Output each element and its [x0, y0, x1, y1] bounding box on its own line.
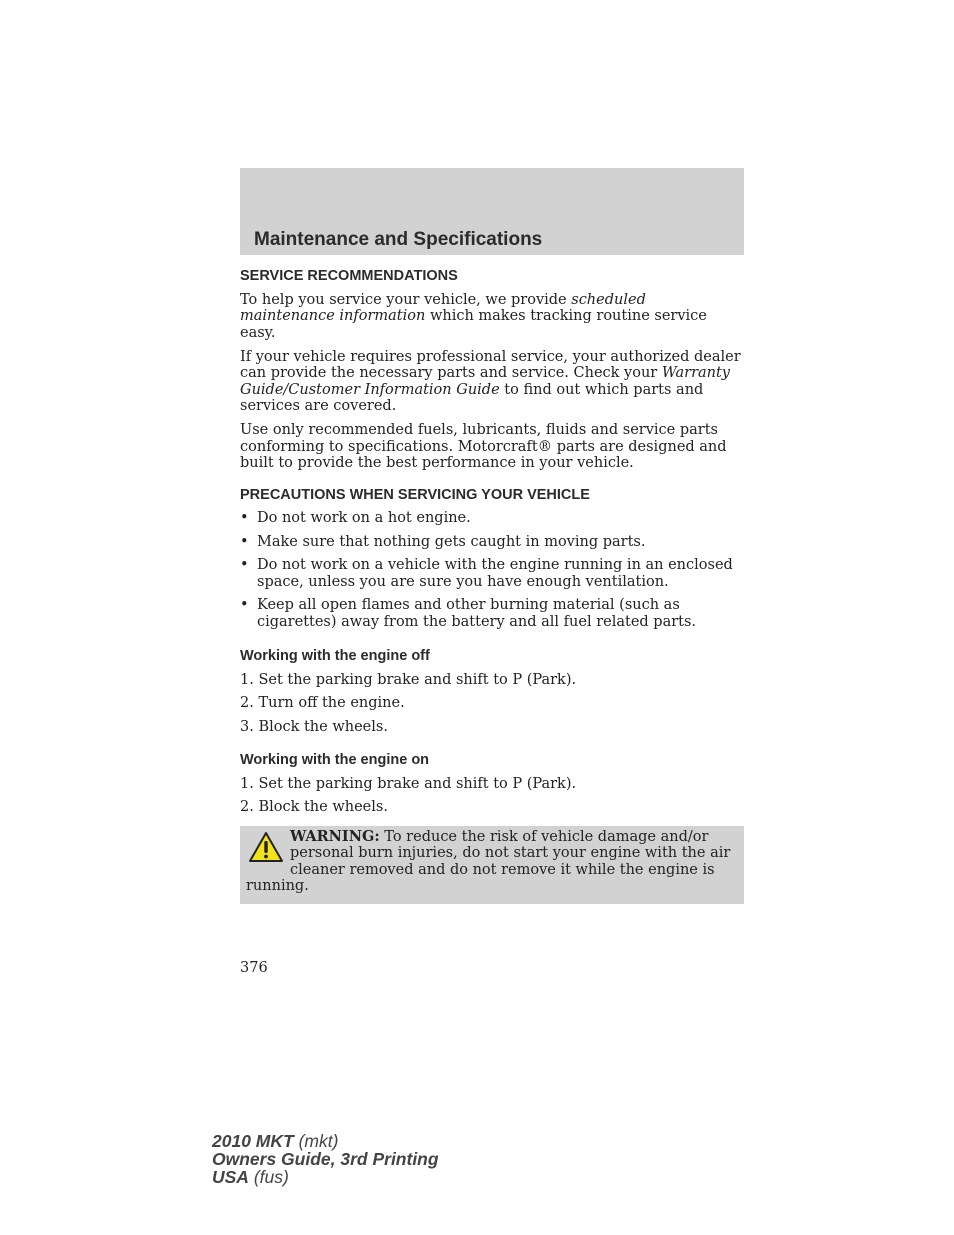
warning-triangle-icon — [248, 831, 284, 863]
page-content — [240, 268, 744, 904]
list-item: 2. Turn off the engine. — [240, 695, 405, 711]
footer-model: 2010 MKT — [212, 1131, 294, 1151]
bullet-marker: • — [240, 533, 249, 550]
list-item-text: Do not work on a hot engine. — [257, 510, 471, 526]
text-fragment: If your vehicle requires professional service, your authorized dealer can provide the necessary parts and service. Check your — [240, 348, 741, 381]
document-footer — [212, 1132, 439, 1186]
footer-region: USA — [212, 1167, 249, 1187]
list-item — [240, 557, 744, 590]
italic-reference: scheduled maintenance information — [240, 291, 646, 324]
heading-precautions: PRECAUTIONS WHEN SERVICING YOUR VEHICLE — [240, 486, 590, 503]
paragraph-service-1 — [240, 292, 744, 342]
warning-label: WARNING: — [290, 827, 380, 845]
heading-service-recommendations: SERVICE RECOMMENDATIONS — [240, 268, 458, 284]
footer-region-code: (fus) — [248, 1167, 289, 1187]
list-item-text: Do not work on a vehicle with the engine running in an enclosed space, unless you are sure you have enough ventilation. — [257, 557, 733, 590]
paragraph-service-2 — [240, 349, 744, 415]
list-item — [240, 510, 744, 527]
warning-box — [240, 826, 744, 904]
paragraph-service-3: Use only recommended fuels, lubricants, fluids and service parts conforming to specifications. Motorcraft® parts are designed and built to provide the best performance in your vehicle. — [240, 422, 727, 471]
list-item — [240, 597, 744, 630]
precautions-list — [240, 510, 744, 630]
list-item-text: Keep all open flames and other burning material (such as cigarettes) away from the battery and all fuel related parts. — [257, 597, 697, 630]
engine-off-steps — [240, 672, 744, 736]
bullet-marker: • — [240, 597, 249, 613]
list-item-text: Make sure that nothing gets caught in moving parts. — [257, 533, 646, 550]
bullet-marker: • — [240, 510, 249, 526]
list-item: 1. Set the parking brake and shift to P (Park). — [240, 775, 577, 792]
footer-line-region — [212, 1168, 439, 1186]
heading-engine-off: Working with the engine off — [240, 648, 430, 664]
list-item: 2. Block the wheels. — [240, 799, 388, 815]
heading-engine-on: Working with the engine on — [240, 752, 430, 768]
section-header-band — [240, 168, 744, 255]
warning-text: To reduce the risk of vehicle damage and/or personal burn injuries, do not start your engine with the air cleaner removed and do not remove it while the engine is running. — [246, 828, 731, 894]
footer-line-printing — [212, 1150, 439, 1168]
text-fragment: to find out which parts and services are covered. — [240, 381, 704, 414]
text-fragment: which makes tracking routine service easy. — [240, 308, 707, 341]
page-number: 376 — [240, 960, 268, 976]
bullet-marker: • — [240, 557, 249, 573]
footer-printing: Owners Guide, 3rd Printing — [212, 1149, 439, 1169]
list-item: 3. Block the wheels. — [240, 718, 388, 735]
section-title: Maintenance and Specifications — [254, 229, 543, 250]
italic-reference: Warranty Guide/Customer Information Guide — [240, 365, 730, 398]
text-fragment: To help you service your vehicle, we provide — [240, 291, 572, 308]
list-item — [240, 534, 744, 551]
list-item: 1. Set the parking brake and shift to P (Park). — [240, 671, 577, 688]
engine-on-steps — [240, 776, 744, 816]
footer-line-model — [212, 1132, 439, 1150]
footer-model-code: (mkt) — [293, 1131, 339, 1151]
